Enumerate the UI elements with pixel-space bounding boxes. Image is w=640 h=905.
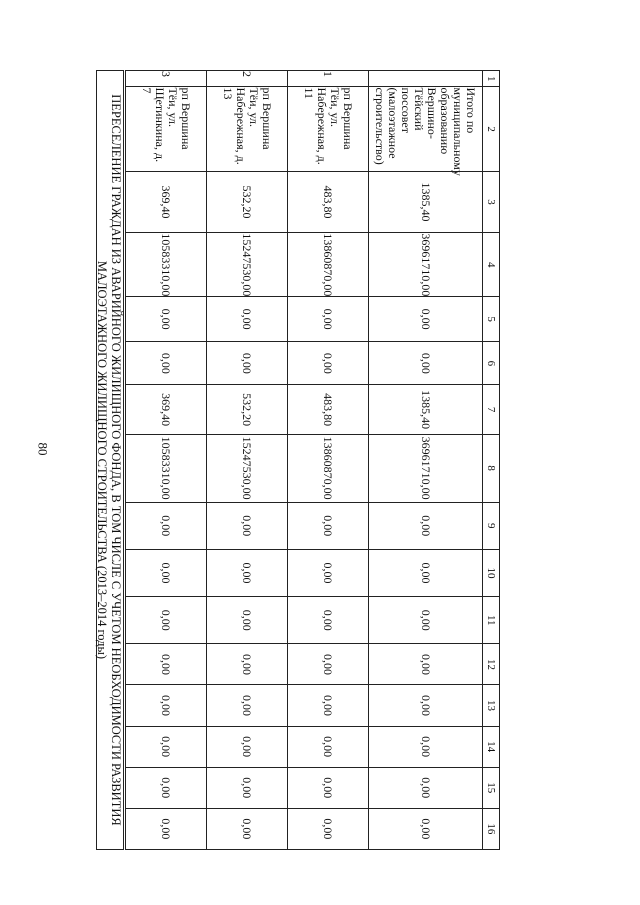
column-number: 5 bbox=[483, 297, 500, 342]
row-index: 1 bbox=[288, 71, 369, 87]
table-cell: 0,00 bbox=[207, 597, 288, 644]
column-number: 8 bbox=[483, 434, 500, 502]
column-number: 1 bbox=[483, 71, 500, 87]
table-cell: 0,00 bbox=[207, 685, 288, 726]
table-cell: 0,00 bbox=[207, 502, 288, 549]
table-cell: 369,40 bbox=[126, 171, 207, 233]
table-row bbox=[288, 71, 369, 850]
table-cell: 0,00 bbox=[288, 685, 369, 726]
table-cell: 0,00 bbox=[207, 297, 288, 342]
table-cell: 13860870,00 bbox=[288, 434, 369, 502]
section-heading-line2: МАЛОЭТАЖНОГО ЖИЛИЩНОГО СТРОИТЕЛЬСТВА (2013–2014 годы) bbox=[95, 260, 109, 660]
table-cell: 0,00 bbox=[369, 597, 483, 644]
table-cell: 0,00 bbox=[369, 808, 483, 849]
section-heading bbox=[96, 70, 124, 850]
row-index bbox=[369, 71, 483, 87]
table-cell: 0,00 bbox=[288, 342, 369, 385]
table-cell: 0,00 bbox=[288, 767, 369, 808]
table-cell: 0,00 bbox=[369, 726, 483, 767]
table-cell: 0,00 bbox=[126, 297, 207, 342]
total-row bbox=[369, 71, 483, 850]
table-cell: 0,00 bbox=[288, 808, 369, 849]
table-cell: 10583310,00 bbox=[126, 434, 207, 502]
table-cell: 532,20 bbox=[207, 171, 288, 233]
table-cell: 532,20 bbox=[207, 385, 288, 434]
column-number: 13 bbox=[483, 685, 500, 726]
table-row bbox=[207, 71, 288, 850]
table-cell: 10583310,00 bbox=[126, 233, 207, 297]
housing-table bbox=[125, 70, 500, 850]
table-cell: 0,00 bbox=[126, 644, 207, 685]
table-cell: 0,00 bbox=[207, 726, 288, 767]
table-cell: 0,00 bbox=[126, 549, 207, 596]
table-cell: 0,00 bbox=[288, 597, 369, 644]
table-cell: 483,80 bbox=[288, 171, 369, 233]
table-cell: 0,00 bbox=[207, 342, 288, 385]
table-cell: 0,00 bbox=[207, 767, 288, 808]
table-cell: 0,00 bbox=[207, 644, 288, 685]
table-cell: 0,00 bbox=[288, 549, 369, 596]
table-cell: 0,00 bbox=[369, 767, 483, 808]
section-heading-line1: ПЕРЕСЕЛЕНИЕ ГРАЖДАН ИЗ АВАРИЙНОГО ЖИЛИЩНОГО ФОНДА, В ТОМ ЧИСЛЕ С УЧЕТОМ НЕОБХОДИМОСТИ РАЗВИТИЯ bbox=[109, 94, 123, 826]
column-number: 12 bbox=[483, 644, 500, 685]
table-cell: 0,00 bbox=[288, 297, 369, 342]
table-cell: 36961710,00 bbox=[369, 434, 483, 502]
table-cell: 0,00 bbox=[369, 549, 483, 596]
column-number: 15 bbox=[483, 767, 500, 808]
table-cell: 0,00 bbox=[207, 808, 288, 849]
column-number: 11 bbox=[483, 597, 500, 644]
table-cell: 1385,40 bbox=[369, 171, 483, 233]
table-cell: 0,00 bbox=[369, 342, 483, 385]
column-number: 10 bbox=[483, 549, 500, 596]
table-cell: 0,00 bbox=[126, 726, 207, 767]
table-cell: 0,00 bbox=[369, 685, 483, 726]
table-cell: 0,00 bbox=[369, 502, 483, 549]
table-cell: 0,00 bbox=[288, 726, 369, 767]
row-name: рп Вершина Тёи, ул. Набережная, д. 13 bbox=[207, 87, 288, 171]
table-cell: 13860870,00 bbox=[288, 233, 369, 297]
table-row bbox=[126, 71, 207, 850]
table-cell: 0,00 bbox=[126, 502, 207, 549]
table-cell: 0,00 bbox=[126, 808, 207, 849]
table-cell: 0,00 bbox=[288, 502, 369, 549]
column-number: 7 bbox=[483, 385, 500, 434]
table-cell: 15247530,00 bbox=[207, 434, 288, 502]
column-number: 9 bbox=[483, 502, 500, 549]
table-cell: 0,00 bbox=[126, 685, 207, 726]
column-number: 2 bbox=[483, 87, 500, 171]
table-cell: 0,00 bbox=[207, 549, 288, 596]
column-number: 6 bbox=[483, 342, 500, 385]
row-index: 3 bbox=[126, 71, 207, 87]
table-cell: 1385,40 bbox=[369, 385, 483, 434]
table-cell: 483,80 bbox=[288, 385, 369, 434]
table-cell: 0,00 bbox=[288, 644, 369, 685]
table-cell: 0,00 bbox=[126, 767, 207, 808]
table-cell: 0,00 bbox=[369, 297, 483, 342]
column-number-row bbox=[483, 71, 500, 850]
row-index: 2 bbox=[207, 71, 288, 87]
row-name: рп Вершина Тёи, ул. Щетинкина, д. 7 bbox=[126, 87, 207, 171]
table-cell: 15247530,00 bbox=[207, 233, 288, 297]
table-cell: 36961710,00 bbox=[369, 233, 483, 297]
page-number: 80 bbox=[35, 442, 51, 456]
column-number: 16 bbox=[483, 808, 500, 849]
column-number: 4 bbox=[483, 233, 500, 297]
table-cell: 0,00 bbox=[126, 342, 207, 385]
table-cell: 0,00 bbox=[369, 644, 483, 685]
row-name: Итого по муниципальному образованию Вершино-Тёйский поссовет (малоэтажное строительство) bbox=[369, 87, 483, 171]
row-name: рп Вершина Тёи, ул. Набережная, д. 11 bbox=[288, 87, 369, 171]
column-number: 14 bbox=[483, 726, 500, 767]
table-cell: 369,40 bbox=[126, 385, 207, 434]
rotated-table-sheet bbox=[95, 70, 500, 850]
table-cell: 0,00 bbox=[126, 597, 207, 644]
column-number: 3 bbox=[483, 171, 500, 233]
